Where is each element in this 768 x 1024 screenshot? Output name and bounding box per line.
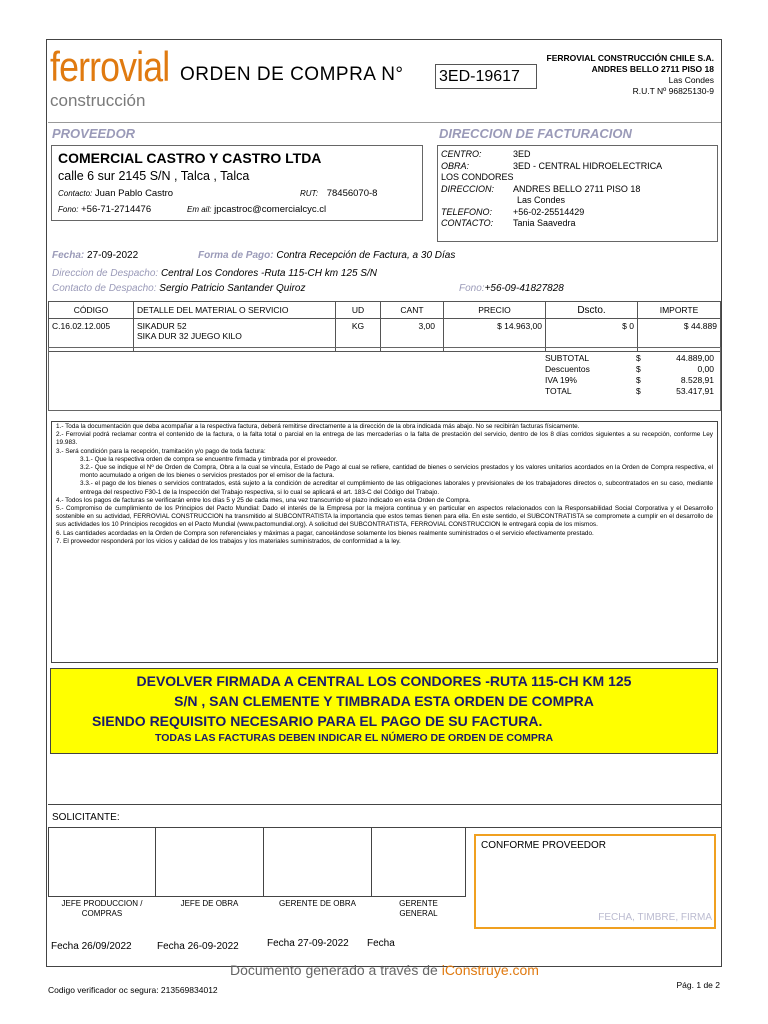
- cell-cant: 3,00: [381, 319, 444, 352]
- col-importe: IMPORTE: [638, 302, 721, 319]
- term-item: 3.1.- Que la respectiva orden de compra se encuentre firmada y timbrada por el proveedor.: [80, 455, 338, 463]
- signature-box-1: [48, 827, 156, 897]
- proveedor-fono: Fono: +56-71-2714476: [58, 204, 152, 215]
- sig-label-jefe-produccion: JEFE PRODUCCION / COMPRAS: [61, 899, 143, 918]
- verification-code: Codigo verificador oc segura: 213569834012: [48, 985, 218, 995]
- generated-by: Documento generado a través de iConstruye.com: [230, 962, 539, 978]
- solicitante-label: SOLICITANTE:: [52, 812, 120, 823]
- items-table: [48, 301, 721, 352]
- dispatch-phone: Fono:+56-09-41827828: [459, 283, 564, 294]
- conforme-proveedor-label: CONFORME PROVEEDOR: [481, 840, 607, 851]
- order-number: 3ED-19617: [435, 64, 537, 89]
- terms-conditions: [51, 421, 718, 663]
- term-item: 3.2.- Que se indique el Nº de Orden de Compra, Obra a la cual se vincula, Estado de Pago al cual se refiere, cantidad de bienes o servicios prestados y los valores unitarios acordados en la Orden de Compra respectiva, el monto acumulado a origen de los bienes o servicios prestados por el emisor de la factura.: [80, 464, 713, 480]
- cell-dscto: $ 0: [546, 319, 638, 352]
- sig-date-2: Fecha 26-09-2022: [157, 941, 239, 952]
- iva-value: 8.528,91: [680, 375, 714, 385]
- term-item: 4.- Todos los pagos de facturas se verificarán entre los días 5 y 25 de cada mes, una vez transcurrido el plazo indicado en esta Orden de Compra.: [56, 496, 471, 504]
- return-notice: [50, 668, 718, 754]
- company-address: ANDRES BELLO 2711 PISO 18: [591, 64, 714, 74]
- term-item: 6. Las cantidades acordadas en la Orden de Compra son referenciales y máximas a pagar, cancelándose solamente los bienes realmente suministrados o el servicio efectivamente prestado.: [56, 529, 594, 537]
- facturacion-details: CENTRO: 3ED OBRA: 3ED - CENTRAL HIDROELECTRICA LOS CONDORES DIRECCION: ANDRES BELLO 2711 PISO 18 Las Condes TELEFONO: +56-02-25514429 CONTACTO: Tania Saavedra: [441, 149, 663, 228]
- totals-values: [676, 353, 714, 397]
- descuentos-value: 0,00: [697, 364, 714, 374]
- dispatch-address: Direccion de Despacho: Central Los Condores -Ruta 115-CH km 125 S/N: [52, 268, 377, 279]
- col-dscto: Dscto.: [546, 302, 638, 319]
- facturacion-title: DIRECCION DE FACTURACION: [439, 126, 632, 141]
- company-city: Las Condes: [668, 75, 714, 85]
- sig-date-4: Fecha: [367, 938, 395, 949]
- page-number: Pág. 1 de 2: [676, 980, 720, 990]
- col-cant: CANT: [381, 302, 444, 319]
- total-value: 53.417,91: [676, 386, 714, 396]
- signature-box-4: [371, 827, 466, 897]
- totals-box: [48, 347, 721, 411]
- notice-line-1: DEVOLVER FIRMADA A CENTRAL LOS CONDORES -RUTA 115-CH KM 125: [136, 673, 632, 689]
- sig-label-gerente-general: GERENTE GENERAL: [399, 899, 438, 918]
- cell-ud: KG: [336, 319, 381, 352]
- col-ud: UD: [336, 302, 381, 319]
- notice-line-3: SIENDO REQUISITO NECESARIO PARA EL PAGO DE SU FACTURA.: [92, 713, 543, 729]
- notice-line-2: S/N , SAN CLEMENTE Y TIMBRADA ESTA ORDEN DE COMPRA: [174, 693, 594, 709]
- subtotal-value: 44.889,00: [676, 353, 714, 363]
- sig-date-1: Fecha 26/09/2022: [51, 941, 132, 952]
- proveedor-rut: RUT: 78456070-8: [300, 188, 378, 199]
- descuentos-label: Descuentos: [545, 364, 590, 374]
- total-label: TOTAL: [545, 386, 572, 396]
- totals-currency: $ $ $ $: [636, 353, 641, 396]
- company-info: [547, 53, 715, 97]
- sig-date-3: Fecha 27-09-2022: [267, 938, 349, 949]
- term-item: 7. El proveedor responderá por los vicios y calidad de los trabajos y los materiales suministrados, de conformidad a la ley.: [56, 537, 401, 545]
- proveedor-name: COMERCIAL CASTRO Y CASTRO LTDA: [58, 150, 322, 166]
- signature-box-2: [155, 827, 264, 897]
- iva-label: IVA 19%: [545, 375, 577, 385]
- cell-importe: $ 44.889: [638, 319, 721, 352]
- table-header-row: [49, 302, 721, 319]
- col-precio: PRECIO: [444, 302, 546, 319]
- cell-precio: $ 14.963,00: [444, 319, 546, 352]
- col-detalle: DETALLE DEL MATERIAL O SERVICIO: [134, 302, 336, 319]
- notice-line-4: TODAS LAS FACTURAS DEBEN INDICAR EL NÚMERO DE ORDEN DE COMPRA: [155, 732, 554, 744]
- logo-subtitle: construcción: [50, 91, 146, 110]
- company-name: FERROVIAL CONSTRUCCIÓN CHILE S.A.: [546, 53, 714, 63]
- proveedor-title: PROVEEDOR: [52, 126, 136, 141]
- term-item: 3.- Será condición para la recepción, tramitación y/o pago de toda factura:: [56, 447, 266, 455]
- proveedor-address: calle 6 sur 2145 S/N , Talca , Talca: [58, 169, 250, 183]
- totals-labels: [545, 353, 590, 397]
- sig-label-gerente-obra: GERENTE DE OBRA: [279, 899, 356, 908]
- proveedor-contacto: Contacto: Juan Pablo Castro: [58, 188, 174, 199]
- fecha-timbre-firma-label: FECHA, TIMBRE, FIRMA: [598, 912, 712, 923]
- proveedor-email: Em ail: jpcastroc@comercialcyc.cl: [187, 204, 327, 215]
- divider: [48, 122, 721, 123]
- signature-box-3: [263, 827, 372, 897]
- subtotal-label: SUBTOTAL: [545, 353, 590, 363]
- term-item: 1.- Toda la documentación que deba acompañar a la respectiva factura, deberá remitirse directamente a la dirección de la obra indicada más abajo. No se recibirán facturas físicamente.: [56, 423, 580, 430]
- payment-terms: Forma de Pago: Contra Recepción de Factura, a 30 Días: [198, 250, 456, 261]
- term-item: 2.- Ferrovial podrá reclamar contra el contenido de la factura, o la falta total o parcial en la entrega de las mercaderías o la falta de prestación del servicio, dentro de los 8 días corridos siguientes a su recepción, conforme Ley 19.983.: [56, 431, 713, 447]
- company-rut: R.U.T Nº 96825130-9: [632, 86, 714, 96]
- iconstruye-link[interactable]: iConstruye.com: [441, 962, 539, 978]
- page-title: ORDEN DE COMPRA N°: [180, 64, 404, 85]
- term-item: 3.3.- el pago de los bienes o servicios contratados, está sujeto a la condición de acreditar el cumplimiento de las obligaciones laborales y previsionales de los trabajadores directos o, subcontratados en su caso, mediante entrega del respectivo F30-1 de la Inspección del Trabajo respectiva, si lo cual se aplicará el art. 183-C del Código del Trabajo.: [80, 480, 713, 496]
- cell-detalle: SIKADUR 52 SIKA DUR 32 JUEGO KILO: [134, 319, 336, 352]
- divider: [48, 804, 721, 805]
- dispatch-contact: Contacto de Despacho: Sergio Patricio Santander Quiroz: [52, 283, 306, 294]
- order-date: Fecha: 27-09-2022: [52, 250, 139, 261]
- ferrovial-logo: ferrovial: [50, 43, 170, 90]
- sig-label-jefe-obra: JEFE DE OBRA: [180, 899, 239, 908]
- cell-codigo: C.16.02.12.005: [49, 319, 134, 352]
- term-item: 5.- Compromiso de cumplimiento de los Principios del Pacto Mundial: Dado el interés de la Empresa por la mejora continua y en particular en aspectos relacionados con la Responsabilidad Social Corporativa y el Desarrollo sostenible en su actividad, FERROVIAL CONSTRUCCION ha transmitido al SUBCONTRATISTA la importancia que estos temas tienen para ella. En este sentido, el SUBCONTRATISTA se compromete a cumplir en el desarrollo de sus actividades los 10 Principios recogidos en el Pacto Mundial (www.pactomundial.org). A solicitud del SUBCONTRATISTA, FERROVIAL CONSTRUCCION le entregará copia de los mismos.: [56, 505, 713, 529]
- col-codigo: CÓDIGO: [49, 302, 134, 319]
